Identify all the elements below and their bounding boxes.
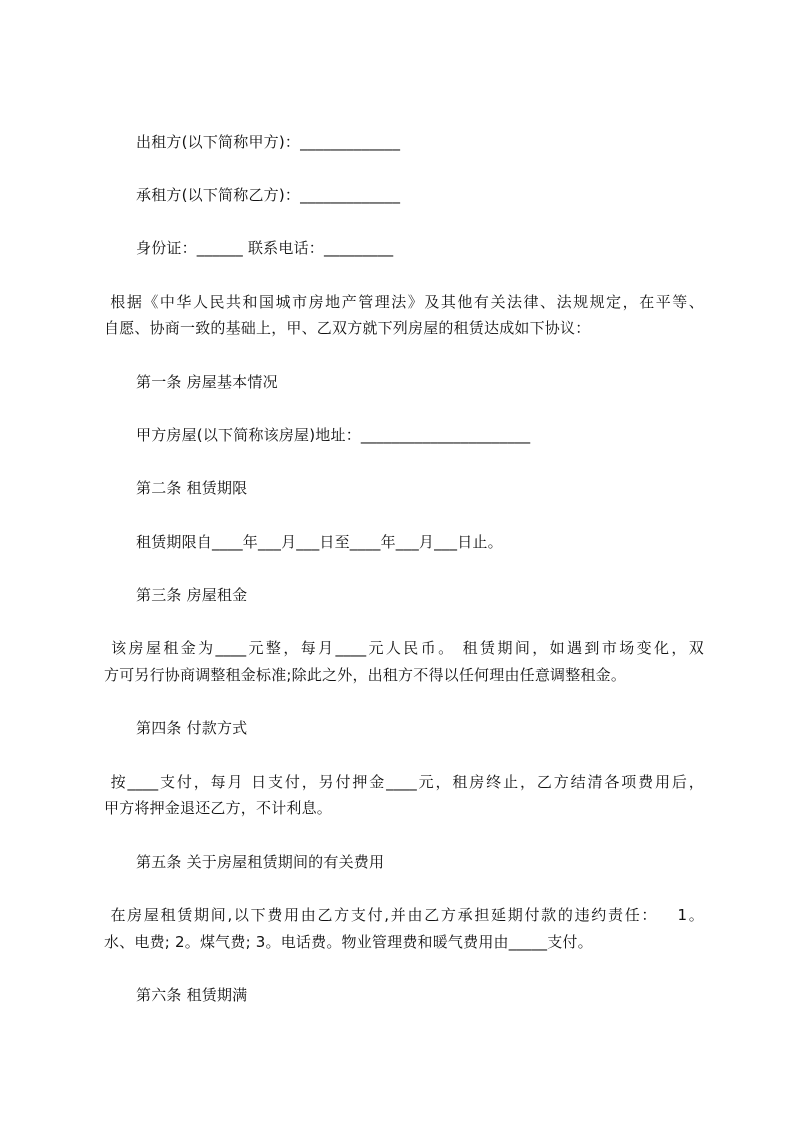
article-4-body-line-1: 按____支付，每月 日支付，另付押金____元，租房终止，乙方结清各项费用后， xyxy=(104,773,704,791)
article-3-body-line-1: 该房屋租金为____元整，每月____元人民币。 租赁期间，如遇到市场变化，双 xyxy=(104,639,704,657)
article-4-body-line-2: 甲方将押金退还乙方，不计利息。 xyxy=(104,799,333,817)
article-5-title: 第五条 关于房屋租赁期间的有关费用 xyxy=(136,853,385,871)
preamble-line-1: 根据《中华人民共和国城市房地产管理法》及其他有关法律、法规规定，在平等、 xyxy=(104,293,704,311)
article-3-title: 第三条 房屋租金 xyxy=(136,586,248,604)
article-6-title: 第六条 租赁期满 xyxy=(136,986,248,1004)
article-1-body: 甲方房屋(以下简称该房屋)地址：______________________ xyxy=(136,426,531,444)
id-phone-line: 身份证：______ 联系电话：_________ xyxy=(136,239,394,257)
lessor-line: 出租方(以下简称甲方)：_____________ xyxy=(136,133,401,151)
article-4-title: 第四条 付款方式 xyxy=(136,719,248,737)
article-5-body-line-1: 在房屋租赁期间,以下费用由乙方支付,并由乙方承担延期付款的违约责任： 1。 xyxy=(104,906,704,924)
article-5-body-line-2: 水、电费; 2。煤气费; 3。电话费。物业管理费和暖气费用由_____支付。 xyxy=(104,933,593,951)
article-3-body-line-2: 方可另行协商调整租金标准;除此之外，出租方不得以任何理由任意调整租金。 xyxy=(104,666,627,684)
article-2-body: 租赁期限自____年___月___日至____年___月___日止。 xyxy=(136,533,503,551)
article-2-title: 第二条 租赁期限 xyxy=(136,479,248,497)
lessee-line: 承租方(以下简称乙方)：_____________ xyxy=(136,186,401,204)
preamble-line-2: 自愿、协商一致的基础上，甲、乙双方就下列房屋的租赁达成如下协议： xyxy=(104,319,591,337)
article-1-title: 第一条 房屋基本情况 xyxy=(136,373,278,391)
